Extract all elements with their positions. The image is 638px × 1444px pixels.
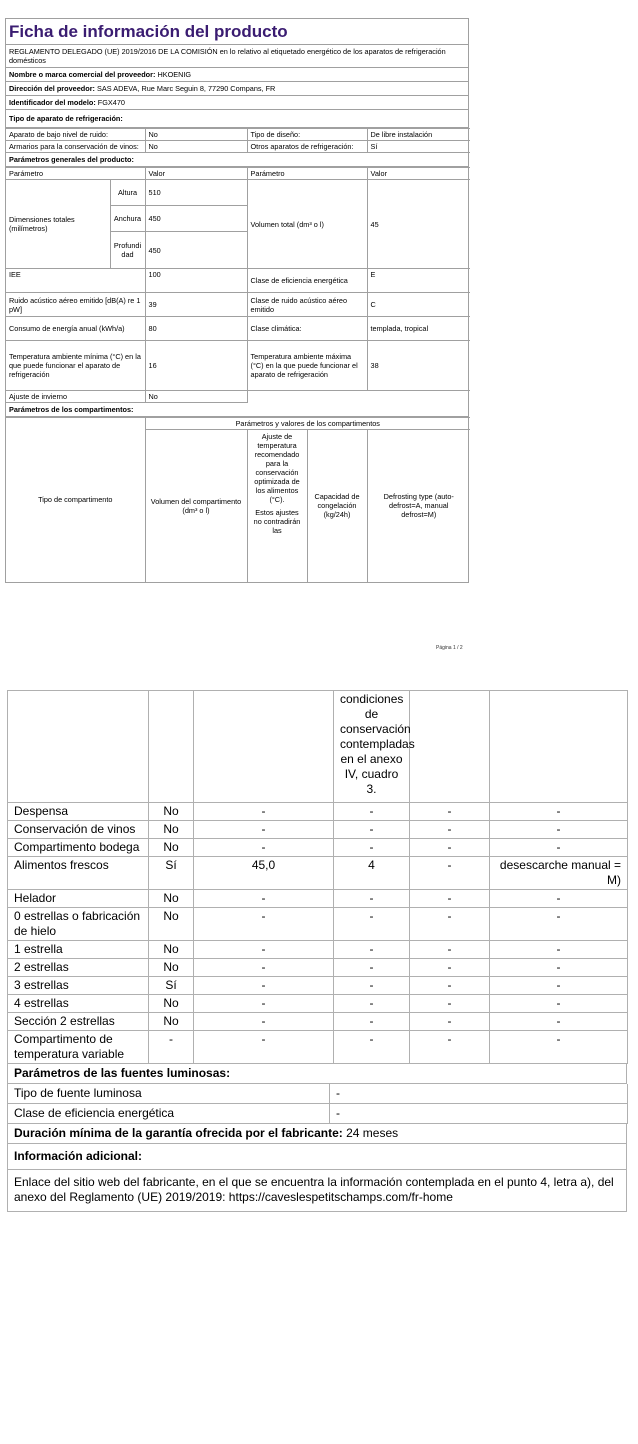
compartment-freezing: - — [410, 821, 490, 839]
compartment-name: 2 estrellas — [8, 959, 149, 977]
wine-cabinet-value: No — [145, 141, 247, 153]
compartment-row — [8, 803, 628, 821]
compartment-defrost: - — [490, 941, 628, 959]
compartment-volume-header: Volumen del compartimento (dm³ o l) — [145, 430, 247, 582]
low-noise-value: No — [145, 129, 247, 141]
design-label: Tipo de diseño: — [247, 129, 367, 141]
wine-cabinet-label: Armarios para la conservación de vinos: — [6, 141, 145, 153]
compartment-defrost: - — [490, 1031, 628, 1064]
page-title: Ficha de información del producto — [6, 19, 468, 45]
compartment-volume: - — [194, 959, 334, 977]
compartment-values-heading: Parámetros y valores de los compartimentos — [145, 418, 470, 430]
compartment-temp: 4 — [334, 857, 410, 890]
iee-value: 100 — [145, 269, 247, 293]
other-appliance-value: Sí — [367, 141, 470, 153]
address-label: Dirección del proveedor: — [9, 84, 95, 93]
iee-label: IEE — [6, 269, 145, 293]
compartment-temp: - — [334, 1031, 410, 1064]
model-value: FGX470 — [97, 98, 125, 107]
light-class-label: Clase de eficiencia energética — [8, 1104, 330, 1124]
compartment-temp: - — [334, 908, 410, 941]
compartment-volume: - — [194, 908, 334, 941]
compartment-temp: - — [334, 839, 410, 857]
compartment-row — [8, 1031, 628, 1064]
compartment-freezing: - — [410, 839, 490, 857]
compartment-row — [8, 890, 628, 908]
compartment-present: No — [149, 941, 194, 959]
compartment-name: 4 estrellas — [8, 995, 149, 1013]
compartment-freezing: - — [410, 1031, 490, 1064]
winter-setting-label: Ajuste de invierno — [6, 391, 145, 403]
compartment-volume: - — [194, 803, 334, 821]
light-source-table — [7, 1084, 628, 1124]
address-row — [6, 82, 468, 96]
compartment-freezing: - — [410, 857, 490, 890]
width-value: 450 — [145, 206, 247, 232]
model-label: Identificador del modelo: — [9, 98, 96, 107]
compartment-row — [8, 995, 628, 1013]
min-temp-value: 16 — [145, 341, 247, 391]
freezing-capacity-header: Capacidad de congelación (kg/24h) — [307, 430, 367, 582]
compartment-temp: - — [334, 1013, 410, 1031]
compartment-volume: - — [194, 995, 334, 1013]
warranty-value: 24 meses — [346, 1126, 399, 1140]
compartment-present: No — [149, 995, 194, 1013]
noise-class-value: C — [367, 293, 470, 317]
compartment-name: 1 estrella — [8, 941, 149, 959]
light-source-heading: Parámetros de las fuentes luminosas: — [7, 1064, 627, 1084]
col-param2-header: Parámetro — [247, 168, 367, 180]
depth-label: Profundidad — [110, 232, 145, 269]
max-temp-value: 38 — [367, 341, 470, 391]
address-value: SAS ADEVA, Rue Marc Seguin 8, 77290 Compans, FR — [97, 84, 276, 93]
col-value-header: Valor — [145, 168, 247, 180]
warranty-row — [7, 1124, 627, 1144]
compartment-defrost: - — [490, 959, 628, 977]
product-info-sheet-page-2 — [7, 690, 627, 1212]
compartment-defrost: desescarche manual = M) — [490, 857, 628, 890]
compartment-defrost: - — [490, 995, 628, 1013]
compartment-defrost: - — [490, 977, 628, 995]
temp-setting-note-continued: condiciones de conservación contempladas en el anexo IV, cuadro 3. — [334, 691, 410, 803]
temp-setting-note: Estos ajustes no contradirán las — [253, 508, 301, 535]
compartment-present: - — [149, 1031, 194, 1064]
compartment-volume: - — [194, 890, 334, 908]
total-volume-value: 45 — [367, 180, 470, 269]
compartment-freezing: - — [410, 1013, 490, 1031]
col-value2-header: Valor — [367, 168, 470, 180]
compartment-volume: - — [194, 839, 334, 857]
compartment-volume: - — [194, 941, 334, 959]
compartment-volume: - — [194, 977, 334, 995]
compartment-freezing: - — [410, 995, 490, 1013]
light-class-value: - — [330, 1104, 628, 1124]
compartment-volume: 45,0 — [194, 857, 334, 890]
compartment-volume: - — [194, 1013, 334, 1031]
compartment-temp: - — [334, 977, 410, 995]
compartment-freezing: - — [410, 908, 490, 941]
compartment-temp: - — [334, 941, 410, 959]
max-temp-label: Temperatura ambiente máxima (°C) en la que puede funcionar el aparato de refrigeración — [247, 341, 367, 391]
appliance-type-heading: Tipo de aparato de refrigeración: — [6, 110, 468, 128]
compartment-freezing: - — [410, 977, 490, 995]
additional-info-text: Enlace del sitio web del fabricante, en el que se encuentra la información contemplada en el punto 4, letra a), del anexo del Reglamento (UE) 2019/2019: https://caveslespetitschamps.com/fr-home — [7, 1170, 627, 1212]
winter-setting-value: No — [145, 391, 247, 403]
compartment-row — [8, 941, 628, 959]
compartment-present: No — [149, 839, 194, 857]
compartment-temp: - — [334, 995, 410, 1013]
noise-value: 39 — [145, 293, 247, 317]
compartment-name: Helador — [8, 890, 149, 908]
regulation-text: REGLAMENTO DELEGADO (UE) 2019/2016 DE LA COMISIÓN en lo relativo al etiquetado energético de los aparatos de refrigeración domésticos — [6, 45, 468, 68]
height-value: 510 — [145, 180, 247, 206]
product-info-sheet-page-1 — [5, 18, 469, 583]
low-noise-label: Aparato de bajo nivel de ruido: — [6, 129, 145, 141]
compartment-row — [8, 821, 628, 839]
compartment-type-header: Tipo de compartimento — [6, 418, 145, 582]
compartment-present: No — [149, 803, 194, 821]
compartment-defrost: - — [490, 839, 628, 857]
compartment-present: No — [149, 1013, 194, 1031]
compartment-name: 3 estrellas — [8, 977, 149, 995]
height-label: Altura — [110, 180, 145, 206]
compartment-defrost: - — [490, 890, 628, 908]
compartment-temp: - — [334, 803, 410, 821]
compartment-volume: - — [194, 821, 334, 839]
compartment-present: No — [149, 959, 194, 977]
compartment-present: No — [149, 821, 194, 839]
warranty-label: Duración mínima de la garantía ofrecida por el fabricante: — [14, 1126, 343, 1140]
general-params-heading: Parámetros generales del producto: — [6, 153, 468, 167]
defrost-type-header: Defrosting type (auto-defrost=A, manual defrost=M) — [367, 430, 470, 582]
compartment-defrost: - — [490, 1013, 628, 1031]
total-volume-label: Volumen total (dm³ o l) — [247, 180, 367, 269]
energy-consumption-value: 80 — [145, 317, 247, 341]
min-temp-label: Temperatura ambiente mínima (°C) en la que puede funcionar el aparato de refrigeración — [6, 341, 145, 391]
appliance-type-table — [6, 128, 470, 153]
compartment-row — [8, 959, 628, 977]
compartment-name: Conservación de vinos — [8, 821, 149, 839]
compartment-header-table — [6, 417, 470, 582]
compartment-freezing: - — [410, 803, 490, 821]
energy-class-label: Clase de eficiencia energética — [247, 269, 367, 293]
additional-info-heading: Información adicional: — [7, 1144, 627, 1170]
compartment-row — [8, 857, 628, 890]
compartment-row — [8, 908, 628, 941]
energy-class-value: E — [367, 269, 470, 293]
compartment-present: Sí — [149, 857, 194, 890]
compartment-present: No — [149, 890, 194, 908]
light-type-value: - — [330, 1084, 628, 1104]
noise-class-label: Clase de ruido acústico aéreo emitido — [247, 293, 367, 317]
compartment-name: Compartimento de temperatura variable — [8, 1031, 149, 1064]
compartment-present: No — [149, 908, 194, 941]
compartment-name: Compartimento bodega — [8, 839, 149, 857]
compartment-freezing: - — [410, 959, 490, 977]
noise-label: Ruido acústico aéreo emitido [dB(A) re 1 pW] — [6, 293, 145, 317]
light-type-label: Tipo de fuente luminosa — [8, 1084, 330, 1104]
supplier-label: Nombre o marca comercial del proveedor: — [9, 70, 156, 79]
compartment-row — [8, 977, 628, 995]
page-number: Página 1 / 2 — [436, 645, 463, 651]
compartment-name: Sección 2 estrellas — [8, 1013, 149, 1031]
other-appliance-label: Otros aparatos de refrigeración: — [247, 141, 367, 153]
compartment-present: Sí — [149, 977, 194, 995]
compartment-name: 0 estrellas o fabricación de hielo — [8, 908, 149, 941]
compartment-temp: - — [334, 890, 410, 908]
supplier-value: HKOENIG — [157, 70, 192, 79]
compartments-table — [7, 690, 628, 1064]
compartment-temp: - — [334, 959, 410, 977]
depth-value: 450 — [145, 232, 247, 269]
energy-consumption-label: Consumo de energía anual (kWh/a) — [6, 317, 145, 341]
design-value: De libre instalación — [367, 129, 470, 141]
compartment-defrost: - — [490, 821, 628, 839]
compartment-temp: - — [334, 821, 410, 839]
compartment-temp-header — [247, 430, 307, 582]
general-params-table — [6, 167, 470, 403]
compartment-volume: - — [194, 1031, 334, 1064]
compartment-params-heading: Parámetros de los compartimentos: — [6, 403, 468, 417]
model-row — [6, 96, 468, 110]
compartment-row — [8, 1013, 628, 1031]
climate-class-value: templada, tropical — [367, 317, 470, 341]
dimensions-label: Dimensiones totales (milímetros) — [6, 180, 110, 269]
supplier-row — [6, 68, 468, 82]
light-source-section — [7, 1064, 627, 1212]
compartment-name: Alimentos frescos — [8, 857, 149, 890]
compartment-freezing: - — [410, 941, 490, 959]
compartment-defrost: - — [490, 803, 628, 821]
compartment-defrost: - — [490, 908, 628, 941]
compartment-row — [8, 839, 628, 857]
compartment-freezing: - — [410, 890, 490, 908]
col-param-header: Parámetro — [6, 168, 145, 180]
climate-class-label: Clase climática: — [247, 317, 367, 341]
temp-setting-text: Ajuste de temperatura recomendado para la conservación optimizada de los alimentos (°C). — [254, 432, 300, 504]
compartment-name: Despensa — [8, 803, 149, 821]
width-label: Anchura — [110, 206, 145, 232]
